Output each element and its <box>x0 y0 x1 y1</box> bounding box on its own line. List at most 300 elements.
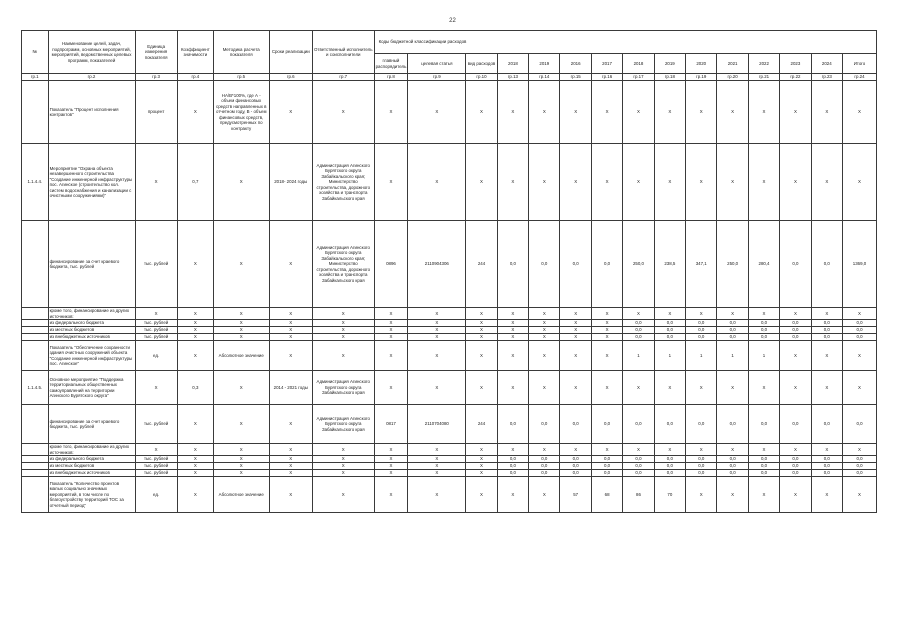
column-number-cell: гр.7 <box>312 74 374 81</box>
table-cell: Х <box>843 477 877 513</box>
table-cell: Х <box>466 81 497 144</box>
table-cell: Х <box>717 477 748 513</box>
table-cell: Х <box>466 456 497 463</box>
table-cell: Х <box>529 320 560 327</box>
table-cell: 0,0 <box>591 463 622 470</box>
table-cell: Х <box>686 81 717 144</box>
table-cell: Х <box>374 477 408 513</box>
header-method: Методика расчета показателя <box>213 31 269 74</box>
table-cell: 347,1 <box>686 221 717 308</box>
table-cell: Х <box>177 327 213 334</box>
header-num: № <box>22 31 49 74</box>
table-cell: Х <box>177 81 213 144</box>
table-cell: Х <box>269 470 312 477</box>
table-cell: 0,0 <box>686 334 717 341</box>
table-cell: Х <box>213 444 269 456</box>
header-period: Сроки реализации <box>269 31 312 74</box>
table-cell: Х <box>177 334 213 341</box>
table-cell: Х <box>529 444 560 456</box>
table-cell: 70 <box>654 477 685 513</box>
table-cell: 1 <box>654 341 685 371</box>
table-cell: Абсолютное значение <box>213 477 269 513</box>
table-cell: Х <box>843 81 877 144</box>
table-cell: Х <box>213 144 269 221</box>
table-cell <box>22 327 49 334</box>
header-unit: Единица измерения показателя <box>135 31 177 74</box>
table-cell: Х <box>591 81 622 144</box>
table-cell: Х <box>529 81 560 144</box>
table-cell: НА/В*100%, где А - объем финансовых средств направленных в отчетном году, В - объем финансовых средств, предусмотренных по контракту <box>213 81 269 144</box>
table-cell: Х <box>811 341 842 371</box>
column-number-cell: гр.20 <box>717 74 748 81</box>
table-cell: Х <box>560 144 591 221</box>
table-cell: Х <box>374 371 408 405</box>
table-cell: 244 <box>466 405 497 444</box>
row-name-cell: финансирование за счет краевого бюджета, тыс. рублей <box>48 405 135 444</box>
table-cell: 0,0 <box>748 456 779 463</box>
header-coef: Коэффициент значимости <box>177 31 213 74</box>
header-year: 2019 <box>654 54 685 74</box>
table-cell: Х <box>408 456 466 463</box>
table-cell: 2110904306 <box>408 221 466 308</box>
table-cell: Х <box>408 320 466 327</box>
table-cell: 0,0 <box>560 221 591 308</box>
table-cell: Х <box>623 144 654 221</box>
header-year: 2018 <box>623 54 654 74</box>
table-cell: 0,0 <box>748 334 779 341</box>
table-row <box>22 81 877 144</box>
table-cell: 0,0 <box>529 456 560 463</box>
table-cell: 0,0 <box>811 327 842 334</box>
table-cell: 0,0 <box>529 470 560 477</box>
table-cell: 0,0 <box>780 463 811 470</box>
table-cell: Х <box>497 334 528 341</box>
table-cell: 0,0 <box>811 456 842 463</box>
table-cell: Х <box>408 334 466 341</box>
table-cell: Х <box>623 371 654 405</box>
header-year: 2019 <box>529 54 560 74</box>
column-number-cell: гр.10 <box>466 74 497 81</box>
row-name-cell: Показатель "Количество проектов малых социально значимых мероприятий, в том числе по благоустройству территорий ТОС за отчетный период" <box>48 477 135 513</box>
table-cell: тыс. рублей <box>135 463 177 470</box>
table-cell: Х <box>529 144 560 221</box>
table-cell: 280,4 <box>748 221 779 308</box>
table-cell <box>22 334 49 341</box>
table-cell: Х <box>686 477 717 513</box>
table-cell: 0,0 <box>623 327 654 334</box>
table-cell: 0,0 <box>654 456 685 463</box>
table-cell: Х <box>497 327 528 334</box>
table-cell: 0,0 <box>717 327 748 334</box>
table-cell <box>22 320 49 327</box>
table-cell: 2014 - 2021 годы <box>269 371 312 405</box>
table-cell: 0,0 <box>780 456 811 463</box>
table-cell: 0,0 <box>623 320 654 327</box>
table-cell: 0,0 <box>591 405 622 444</box>
table-cell: 0,0 <box>843 334 877 341</box>
table-cell: 0,0 <box>748 405 779 444</box>
table-cell: 0,0 <box>529 463 560 470</box>
table-cell <box>22 308 49 320</box>
header-year: 2021 <box>717 54 748 74</box>
table-cell: Х <box>312 81 374 144</box>
table-cell: Х <box>811 144 842 221</box>
table-cell: Х <box>213 470 269 477</box>
table-cell: Х <box>408 308 466 320</box>
table-row <box>22 456 877 463</box>
table-cell <box>22 477 49 513</box>
table-cell: 0,0 <box>717 320 748 327</box>
table-cell: Х <box>497 308 528 320</box>
table-cell: Х <box>780 444 811 456</box>
table-cell: Х <box>269 81 312 144</box>
table-cell: Х <box>269 463 312 470</box>
table-cell: 0,0 <box>654 327 685 334</box>
table-cell: Х <box>269 341 312 371</box>
table-cell: Х <box>623 81 654 144</box>
table-cell: Х <box>466 334 497 341</box>
table-cell: Х <box>529 341 560 371</box>
table-cell: Х <box>560 320 591 327</box>
table-cell: Х <box>213 371 269 405</box>
table-cell: Х <box>843 444 877 456</box>
table-cell: 244 <box>466 221 497 308</box>
table-cell: 1.1.4.5. <box>22 371 49 405</box>
column-number-cell: гр.5 <box>213 74 269 81</box>
table-cell: Х <box>135 444 177 456</box>
column-number-cell: гр.19 <box>686 74 717 81</box>
header-responsible: Ответственный исполнитель и соисполнители <box>312 31 374 74</box>
table-cell: 250,0 <box>623 221 654 308</box>
table-cell <box>22 221 49 308</box>
table-cell: 0,0 <box>811 334 842 341</box>
table-row <box>22 308 877 320</box>
header-year: 2017 <box>591 54 622 74</box>
column-number-cell: гр.9 <box>408 74 466 81</box>
table-cell: 0,0 <box>780 221 811 308</box>
table-cell: 0,0 <box>560 405 591 444</box>
table-cell: 0,0 <box>623 463 654 470</box>
table-cell: 0,0 <box>717 470 748 477</box>
table-cell: Х <box>843 371 877 405</box>
table-row <box>22 320 877 327</box>
table-cell: 1369,0 <box>843 221 877 308</box>
table-cell: Х <box>408 341 466 371</box>
row-name-cell: Показатель "Процент исполнения контрактов" <box>48 81 135 144</box>
table-cell: Х <box>497 320 528 327</box>
table-cell: Х <box>654 371 685 405</box>
table-cell: 0,0 <box>623 456 654 463</box>
table-cell: Х <box>811 477 842 513</box>
table-cell: Х <box>497 144 528 221</box>
table-cell: Х <box>213 221 269 308</box>
table-cell: 0,0 <box>780 320 811 327</box>
table-cell: тыс. рублей <box>135 327 177 334</box>
table-cell: 0896 <box>374 221 408 308</box>
table-cell: Х <box>269 444 312 456</box>
table-cell: Х <box>748 444 779 456</box>
table-cell: Х <box>135 308 177 320</box>
table-cell: Х <box>312 470 374 477</box>
table-cell: Х <box>529 371 560 405</box>
table-cell: Х <box>374 334 408 341</box>
table-cell: 0,0 <box>843 320 877 327</box>
table-cell: 0,0 <box>748 327 779 334</box>
header-year: 2016 <box>560 54 591 74</box>
table-cell: Администрация Агинского Бурятского округа Забайкальского края <box>312 371 374 405</box>
column-number-cell: гр.24 <box>843 74 877 81</box>
table-cell: 0,0 <box>654 470 685 477</box>
table-cell: 2110704080 <box>408 405 466 444</box>
table-cell: Х <box>466 371 497 405</box>
column-number-cell: гр.18 <box>654 74 685 81</box>
header-budget-codes: Коды бюджетной классификации расходов <box>374 31 876 54</box>
table-cell: Х <box>177 320 213 327</box>
table-cell: Х <box>466 320 497 327</box>
table-cell: 0,0 <box>560 456 591 463</box>
table-cell <box>22 341 49 371</box>
table-cell: Х <box>654 308 685 320</box>
table-cell: тыс. рублей <box>135 320 177 327</box>
table-cell: тыс. рублей <box>135 456 177 463</box>
header-admin: главный распорядитель <box>374 54 408 74</box>
table-cell: Х <box>717 81 748 144</box>
table-row <box>22 327 877 334</box>
column-number-cell: гр.17 <box>623 74 654 81</box>
table-cell: 0,0 <box>654 334 685 341</box>
table-cell: 0,0 <box>654 405 685 444</box>
table-cell: Х <box>213 405 269 444</box>
table-cell: Х <box>213 463 269 470</box>
table-cell: Х <box>374 463 408 470</box>
table-cell: Х <box>497 444 528 456</box>
column-number-cell: гр.22 <box>780 74 811 81</box>
table-cell: 0,0 <box>623 334 654 341</box>
table-cell: Х <box>374 81 408 144</box>
table-cell: 0,0 <box>811 320 842 327</box>
column-number-cell: гр.13 <box>497 74 528 81</box>
table-cell <box>22 405 49 444</box>
table-cell: Х <box>686 308 717 320</box>
table-cell: 0,3 <box>177 371 213 405</box>
table-cell: Х <box>560 308 591 320</box>
column-number-cell: гр.8 <box>374 74 408 81</box>
row-name-cell: кроме того, финансирование из других источников: <box>48 308 135 320</box>
table-cell: 0,0 <box>748 463 779 470</box>
table-cell: Х <box>466 470 497 477</box>
row-name-cell: из внебюджетных источников <box>48 334 135 341</box>
table-cell: Х <box>529 334 560 341</box>
table-cell: 0,0 <box>748 320 779 327</box>
table-cell: Х <box>269 405 312 444</box>
table-cell: 0,0 <box>529 221 560 308</box>
table-cell: Х <box>269 477 312 513</box>
table-cell: 0,0 <box>686 470 717 477</box>
table-cell <box>22 456 49 463</box>
table-cell: Х <box>312 327 374 334</box>
table-cell: 1.1.4.4. <box>22 144 49 221</box>
table-cell: Х <box>748 144 779 221</box>
table-cell: 86 <box>623 477 654 513</box>
table-cell: Х <box>269 334 312 341</box>
table-cell: Х <box>177 341 213 371</box>
table-cell: Х <box>408 327 466 334</box>
table-cell: Х <box>748 308 779 320</box>
table-cell: 238,5 <box>654 221 685 308</box>
table-cell: 0,0 <box>843 463 877 470</box>
table-cell: 1 <box>748 341 779 371</box>
table-cell: 0,0 <box>811 463 842 470</box>
table-cell: Х <box>466 308 497 320</box>
table-cell: Х <box>686 371 717 405</box>
table-cell: Х <box>466 444 497 456</box>
table-cell: Х <box>269 327 312 334</box>
table-cell: 57 <box>560 477 591 513</box>
table-cell: Х <box>811 444 842 456</box>
table-row <box>22 477 877 513</box>
table-cell: Х <box>177 477 213 513</box>
header-name: Наименование целей, задач, подпрограмм, основных мероприятий, мероприятий, ведомственных целевых программ, показателей <box>48 31 135 74</box>
table-cell: ед. <box>135 477 177 513</box>
table-cell: 0,0 <box>623 405 654 444</box>
column-number-cell: гр.2 <box>48 74 135 81</box>
table-cell: 0,0 <box>686 463 717 470</box>
header-article: целевая статья <box>408 54 466 74</box>
column-number-cell: гр.3 <box>135 74 177 81</box>
table-cell: 0,0 <box>497 463 528 470</box>
table-cell: Х <box>623 444 654 456</box>
table-cell: Х <box>591 320 622 327</box>
table-cell: Х <box>466 463 497 470</box>
table-cell: Х <box>654 81 685 144</box>
table-cell <box>22 444 49 456</box>
table-cell: Х <box>529 477 560 513</box>
table-cell: Х <box>408 371 466 405</box>
table-cell: Х <box>213 308 269 320</box>
table-cell: Х <box>135 144 177 221</box>
table-cell: Х <box>748 81 779 144</box>
table-cell: Х <box>177 463 213 470</box>
table-cell: Х <box>560 371 591 405</box>
table-cell: Х <box>177 405 213 444</box>
column-number-cell: гр.16 <box>591 74 622 81</box>
table-row <box>22 221 877 308</box>
table-cell: Х <box>269 221 312 308</box>
table-cell: 0,0 <box>560 470 591 477</box>
table-cell <box>22 463 49 470</box>
table-cell: 0,0 <box>748 470 779 477</box>
table-cell: Х <box>654 444 685 456</box>
table-cell: Х <box>269 456 312 463</box>
table-cell: Х <box>591 144 622 221</box>
table-cell: Х <box>811 81 842 144</box>
table-cell: Х <box>686 144 717 221</box>
table-cell: 0,7 <box>177 144 213 221</box>
column-number-cell: гр.23 <box>811 74 842 81</box>
header-exp-type: вид расходов <box>466 54 497 74</box>
table-cell: Х <box>466 341 497 371</box>
table-cell: 0,0 <box>811 470 842 477</box>
header-year: 2023 <box>780 54 811 74</box>
table-cell: Х <box>408 463 466 470</box>
table-cell: Х <box>408 444 466 456</box>
table-cell: Администрация Агинского Бурятского округа Забайкальского края; Министерство строительства, дорожного хозяйства и транспорта Забайкальского края <box>312 144 374 221</box>
table-row <box>22 144 877 221</box>
table-cell: Х <box>408 470 466 477</box>
row-name-cell: Основное мероприятие "Поддержка территориальных общественных самоуправлений на территории Агинского Бурятского округа" <box>48 371 135 405</box>
table-row <box>22 334 877 341</box>
table-cell: Х <box>269 320 312 327</box>
table-cell: Х <box>717 371 748 405</box>
table-cell: 0,0 <box>497 221 528 308</box>
table-cell: 2018- 2024 годы <box>269 144 312 221</box>
table-row <box>22 371 877 405</box>
table-cell: Х <box>529 327 560 334</box>
table-cell: Х <box>466 327 497 334</box>
column-number-cell: гр.6 <box>269 74 312 81</box>
table-cell: 0,0 <box>780 470 811 477</box>
table-cell: тыс. рублей <box>135 221 177 308</box>
column-number-cell: гр.14 <box>529 74 560 81</box>
table-cell: Х <box>843 308 877 320</box>
column-number-cell: гр.1 <box>22 74 49 81</box>
table-cell: 0,0 <box>780 334 811 341</box>
column-number-cell: гр.21 <box>748 74 779 81</box>
table-cell: Х <box>560 81 591 144</box>
table-cell: 0,0 <box>811 221 842 308</box>
table-cell: 0,0 <box>560 463 591 470</box>
column-number-cell: гр.15 <box>560 74 591 81</box>
table-cell: ед. <box>135 341 177 371</box>
table-cell: Х <box>497 477 528 513</box>
row-name-cell: из внебюджетных источников <box>48 470 135 477</box>
header-year: 2024 <box>811 54 842 74</box>
table-cell: Х <box>591 341 622 371</box>
table-cell: 250,0 <box>717 221 748 308</box>
table-cell: Х <box>408 81 466 144</box>
table-cell: Х <box>135 371 177 405</box>
header-row <box>22 31 877 54</box>
table-cell: 0,0 <box>686 327 717 334</box>
table-cell: 0,0 <box>497 456 528 463</box>
table-cell: Х <box>497 341 528 371</box>
table-cell: Х <box>374 308 408 320</box>
table-cell: Х <box>560 327 591 334</box>
table-cell: Х <box>374 341 408 371</box>
table-cell: 1 <box>717 341 748 371</box>
table-cell: Х <box>213 320 269 327</box>
table-cell: Х <box>408 477 466 513</box>
row-name-cell: Мероприятие "Охрана объекта незавершенного строительства "Создание инженерной инфраструктуры пос. Агинское (строительство кол. систем водоснабжения и канализации с очистными сооружениями)" <box>48 144 135 221</box>
table-cell: 0,0 <box>843 456 877 463</box>
row-name-cell: из федерального бюджета <box>48 320 135 327</box>
table-cell: Х <box>780 308 811 320</box>
table-cell: Х <box>374 444 408 456</box>
table-cell: 0,0 <box>623 470 654 477</box>
table-cell: 0,0 <box>843 327 877 334</box>
table-cell: 0,0 <box>591 456 622 463</box>
table-cell: Х <box>374 470 408 477</box>
table-cell: Х <box>780 81 811 144</box>
table-cell: Х <box>717 444 748 456</box>
table-cell: 0,0 <box>780 405 811 444</box>
table-cell: 0,0 <box>843 470 877 477</box>
row-name-cell: из федерального бюджета <box>48 456 135 463</box>
table-cell: Х <box>560 334 591 341</box>
table-cell: 0,0 <box>654 463 685 470</box>
table-cell: Х <box>213 327 269 334</box>
row-name-cell: Показатель "Обеспечение сохранности здания очистных сооружений объекта "Создание инженерной инфраструктуры пос. Агинское" <box>48 341 135 371</box>
